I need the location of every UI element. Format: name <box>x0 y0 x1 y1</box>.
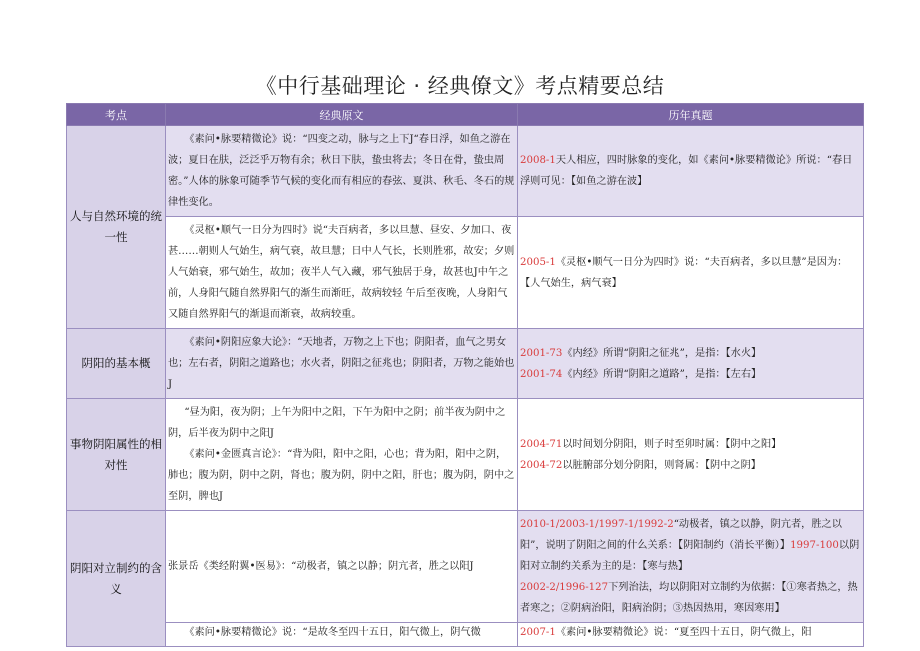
exam-text: 《内经》所谓“阴阳之道路”，是指：【左右】 <box>562 368 762 380</box>
source-cell <box>166 126 518 217</box>
source-text: 《素问•金匮真言论》：“背为阳，阳中之阳，心也；背为阳，阳中之阴，肺也；腹为阴，阴中之阴，肾也；腹为阴，阴中之阳，肝也；腹为阴，阴中之至阴，脾也J <box>168 449 515 502</box>
exam-text: 天人相应，四时脉象的变化，如《素问•脉要精微论》所说：“春日浮则可见：【如鱼之游在波】 <box>520 155 853 187</box>
exam-text: 以时间划分阴阳，则子时至卯时属：【阴中之阳】 <box>562 438 782 450</box>
exam-text: 《内经》所谓“阴阳之征兆”，是指：【水火】 <box>562 347 762 359</box>
source-cell <box>166 329 518 399</box>
table-row <box>67 399 864 511</box>
topic-cell: 人与自然环境的统一性 <box>67 126 166 329</box>
exam-code: 2007-1 <box>520 627 556 638</box>
table-row <box>67 623 864 647</box>
exam-code: 2002-2/1996-127 <box>520 582 609 593</box>
exam-text: 以阴阳对立制约关系为主的是：【寒与热】 <box>520 540 860 572</box>
source-text: 张景岳《类经附翼•医易》：“动极者，镇之以静；阴亢者，胜之以阳J <box>168 561 474 572</box>
exam-text: 《素问•脉要精微论》说：“夏至四十五日，阴气微上，阳 <box>555 627 812 638</box>
exam-text: “动极者，镇之以静，阴亢者，胜之以阳”，说明了阴阳之间的什么关系：【阴阳制约（消长平衡）】 <box>520 519 842 551</box>
exam-code: 2001-73 <box>520 347 563 359</box>
source-cell <box>166 623 518 647</box>
table-row <box>67 511 864 623</box>
header-topic: 考点 <box>67 104 166 126</box>
exam-code: 2005-1 <box>520 256 556 268</box>
exam-cell <box>518 217 864 329</box>
exam-cell <box>518 399 864 511</box>
exam-code: 2001-74 <box>520 368 563 380</box>
exam-cell <box>518 126 864 217</box>
topic-cell: 事物阴阳属性的相对性 <box>67 399 166 511</box>
table-row <box>67 217 864 329</box>
exam-text: 下列治法，均以阴阳对立制约为依据：【①寒者热之，热者寒之；②阴病治阳，阳病治阴；③热因热用，寒因寒用】 <box>520 582 858 614</box>
source-cell <box>166 217 518 329</box>
exam-cell <box>518 329 864 399</box>
source-text: 《灵枢•顺气一日分为四时》说“夫百病者，多以旦慧、昼安、夕加口、夜甚……朝则人气始生，病气衰，故旦慧；日中人气长，长则胜邪，故安；夕则人气始衰，邪气始生，故加；夜半人气入藏，邪气独居于身，故甚也J中午之前，人身阳气随自然界阳气的渐生而渐旺，故病较轻 午后至夜晚，人身阳气又随自然界阳气的渐退而渐衰，故病较重。 <box>168 225 515 320</box>
exam-code: 2004-72 <box>520 459 563 471</box>
table-row <box>67 126 864 217</box>
source-text: 《素问•阴阳应象大论》：“天地者，万物之上下也；阴阳者，血气之男女也；左右者，阴阳之道路也；水火者，阴阳之征兆也；阴阳者，万物之能始也J <box>168 337 515 390</box>
exam-text: 以脏腑部分划分阴阳，则肾属：【阴中之阴】 <box>562 459 761 471</box>
exam-code: 2004-71 <box>520 438 563 450</box>
source-text: 《素问•脉要精微论》说：“是故冬至四十五日，阳气微上，阴气微 <box>184 627 481 638</box>
exam-cell <box>518 623 864 647</box>
exam-code: 2010-1/2003-1/1997-1/1992-2 <box>520 519 674 530</box>
page-title: 《中行基础理论 · 经典僚文》考点精要总结 <box>255 74 665 98</box>
exam-code: 2008-1 <box>520 155 556 166</box>
exam-cell <box>518 511 864 623</box>
table-row <box>67 329 864 399</box>
exam-code: 1997-100 <box>790 540 839 551</box>
table-header-row <box>67 104 864 126</box>
exam-text: 《灵枢•顺气一日分为四时》说：“夫百病者，多以旦慧”是因为：【人气始生，病气衰】 <box>520 256 848 289</box>
header-exam: 历年真题 <box>518 104 864 126</box>
header-source: 经典原文 <box>166 104 518 126</box>
summary-table <box>66 103 864 647</box>
source-cell <box>166 511 518 623</box>
topic-cell: 阴阳的基本概 <box>67 329 166 399</box>
topic-cell: 阴阳对立制约的含义 <box>67 511 166 647</box>
source-text: 《素问•脉要精微论》说：“四变之动，脉与之上下J“春日浮，如鱼之游在波；夏日在肤，泛泛乎万物有余；秋日下肤，蛰虫将去；冬日在骨，蛰虫周密。”人体的脉象可随季节气候的变化而有相应的春弦、夏洪、秋毛、冬石的规律性变化。 <box>168 134 515 208</box>
source-cell <box>166 399 518 511</box>
source-text: “昼为阳，夜为阴；上午为阳中之阳，下午为阳中之阴；前半夜为阴中之阴，后半夜为阴中之阳J <box>168 407 506 439</box>
